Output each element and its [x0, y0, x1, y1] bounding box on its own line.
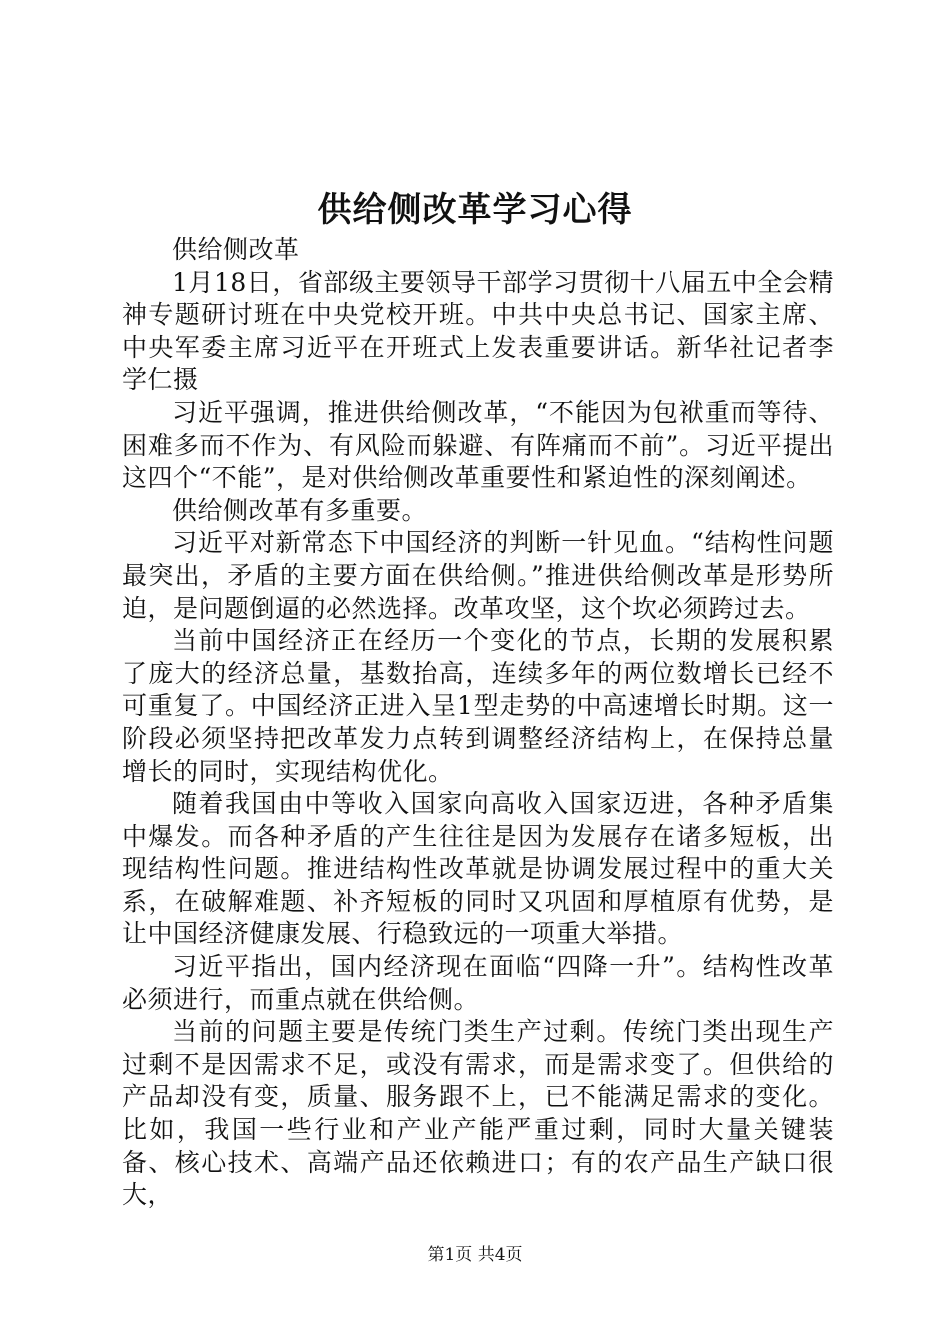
document-title: 供给侧改革学习心得 — [317, 190, 633, 230]
paragraph-heading: 供给侧改革 — [172, 235, 300, 264]
paragraph: 习近平强调，推进供给侧改革，“不能因为包袱重而等待、困难多而不作为、有风险而躲避、有阵痛而不前”。习近平提出这四个“不能”，是对供给侧改革重要性和紧迫性的深刻阐述。 — [122, 397, 834, 493]
paragraph: 1月18日，省部级主要领导干部学习贯彻十八届五中全会精神专题研讨班在中央党校开班。中共中央总书记、国家主席、中央军委主席习近平在开班式上发表重要讲话。新华社记者李学仁摄 — [122, 267, 834, 395]
paragraph: 习近平指出，国内经济现在面临“四降一升”。结构性改革必须进行，而重点就在供给侧。 — [122, 952, 834, 1014]
paragraph: 随着我国由中等收入国家向高收入国家迈进，各种矛盾集中爆发。而各种矛盾的产生往往是因为发展存在诸多短板，出现结构性问题。推进结构性改革就是协调发展过程中的重大关系，在破解难题、补齐短板的同时又巩固和厚植原有优势，是让中国经济健康发展、行稳致远的一项重大举措。 — [122, 789, 834, 949]
paragraph: 当前中国经济正在经历一个变化的节点，长期的发展积累了庞大的经济总量，基数抬高，连续多年的两位数增长已经不可重复了。中国经济正进入呈1型走势的中高速增长时期。这一阶段必须坚持把改革发力点转到调整经济结构上，在保持总量增长的同时，实现结构优化。 — [122, 626, 834, 786]
document-body — [122, 234, 834, 1212]
paragraph: 习近平对新常态下中国经济的判断一针见血。“结构性问题最突出，矛盾的主要方面在供给侧。”推进供给侧改革是形势所迫，是问题倒逼的必然选择。改革攻坚，这个坎必须跨过去。 — [122, 528, 834, 623]
paragraph: 当前的问题主要是传统门类生产过剩。传统门类出现生产过剩不是因需求不足，或没有需求，而是需求变了。但供给的产品却没有变，质量、服务跟不上，已不能满足需求的变化。比如，我国一些行业和产业产能严重过剩，同时大量关键装备、核心技术、高端产品还依赖进口；有的农产品生产缺口很大， — [122, 1017, 834, 1210]
page-footer: 第1页 共4页 — [427, 1245, 523, 1265]
paragraph: 供给侧改革有多重要。 — [172, 495, 428, 525]
